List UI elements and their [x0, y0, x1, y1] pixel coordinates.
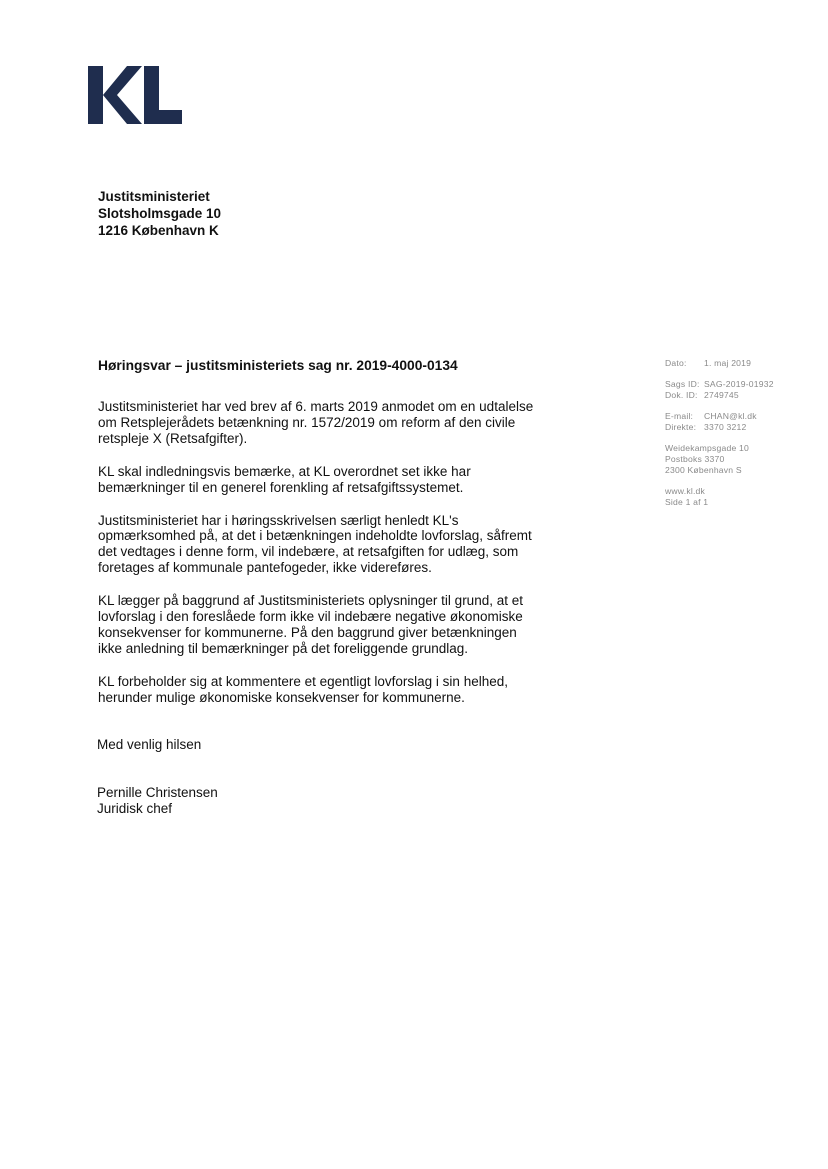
meta-page-number: Side 1 af 1 [665, 497, 709, 507]
closing-greeting: Med venlig hilsen [97, 737, 202, 752]
body-line: det vedtages i denne form, vil indebære, at retsafgiften for udlæg, som [98, 544, 519, 560]
meta-dok-value: 2749745 [704, 390, 739, 400]
body-paragraph [98, 513, 568, 577]
body-paragraph [98, 399, 568, 447]
body-line: KL skal indledningsvis bemærke, at KL overordnet set ikke har [98, 463, 471, 479]
body-line: ikke anledning til bemærkninger på det foreliggende grundlag. [98, 640, 468, 656]
signer-title: Juridisk chef [97, 801, 173, 816]
body-line: herunder mulige økonomiske konsekvenser for kommunerne. [98, 689, 465, 705]
meta-date-label: Dato: [665, 358, 687, 368]
recipient-line: Justitsministeriet [98, 189, 210, 204]
recipient-line: Slotsholmsgade 10 [98, 206, 222, 221]
meta-dok-label: Dok. ID: [665, 390, 698, 400]
body-line: KL forbeholder sig at kommentere et egentligt lovforslag i sin helhed, [98, 673, 508, 689]
meta-ids-group [665, 379, 774, 401]
body-line: opmærksomhed på, at det i betænkningen indeholdte lovforslag, såfremt [98, 528, 532, 544]
body-line: Justitsministeriet har ved brev af 6. marts 2019 anmodet om en udtalelse [98, 399, 534, 414]
body-line: lovforslag i den foreslåede form ikke vil indebære negative økonomiske [98, 609, 523, 625]
body-line: retspleje X (Retsafgifter). [98, 430, 248, 446]
kl-logo [88, 66, 184, 124]
letter-subject: Høringsvar – justitsministeriets sag nr. 2019-4000-0134 [98, 358, 458, 373]
recipient-address [98, 188, 221, 239]
meta-email-value: CHAN@kl.dk [704, 411, 757, 421]
meta-direkte-label: Direkte: [665, 422, 697, 432]
meta-address-line: Postboks 3370 [665, 454, 725, 464]
meta-dok-row [665, 390, 774, 401]
meta-direkte-row [665, 422, 774, 433]
signer-name: Pernille Christensen [97, 785, 218, 800]
meta-email-label: E-mail: [665, 411, 694, 421]
meta-sags-row [665, 379, 774, 390]
meta-email-row [665, 411, 774, 422]
body-line: om Retsplejerådets betænkning nr. 1572/2019 om reform af den civile [98, 414, 516, 430]
meta-date-value: 1. maj 2019 [704, 358, 752, 368]
letter-metadata [665, 358, 774, 518]
body-line: Justitsministeriet har i høringsskrivelsen særligt henledt KL's [98, 512, 459, 528]
meta-contact-group [665, 411, 774, 433]
meta-address-line: 2300 København S [665, 465, 742, 475]
meta-web-group [665, 486, 774, 508]
meta-date-row [665, 358, 774, 369]
body-paragraph [98, 674, 568, 706]
meta-direkte-value: 3370 3212 [704, 422, 747, 432]
body-line: foretages af kommunale pantefogeder, ikke videreføres. [98, 560, 432, 576]
meta-address-group [665, 443, 774, 476]
recipient-line: 1216 København K [98, 223, 219, 238]
signature-block [97, 785, 218, 817]
meta-sags-value: SAG-2019-01932 [704, 379, 774, 389]
body-paragraph [98, 593, 568, 657]
letter-body [98, 399, 568, 723]
meta-address-line: Weidekampsgade 10 [665, 443, 749, 453]
meta-date-group [665, 358, 774, 369]
meta-sags-label: Sags ID: [665, 379, 700, 389]
meta-web: www.kl.dk [665, 486, 706, 496]
body-line: KL lægger på baggrund af Justitsministeriets oplysninger til grund, at et [98, 593, 523, 609]
body-line: konsekvenser for kommunerne. På den baggrund giver betænkningen [98, 624, 517, 640]
body-line: bemærkninger til en generel forenkling af retsafgiftssystemet. [98, 479, 464, 495]
body-paragraph [98, 464, 568, 496]
